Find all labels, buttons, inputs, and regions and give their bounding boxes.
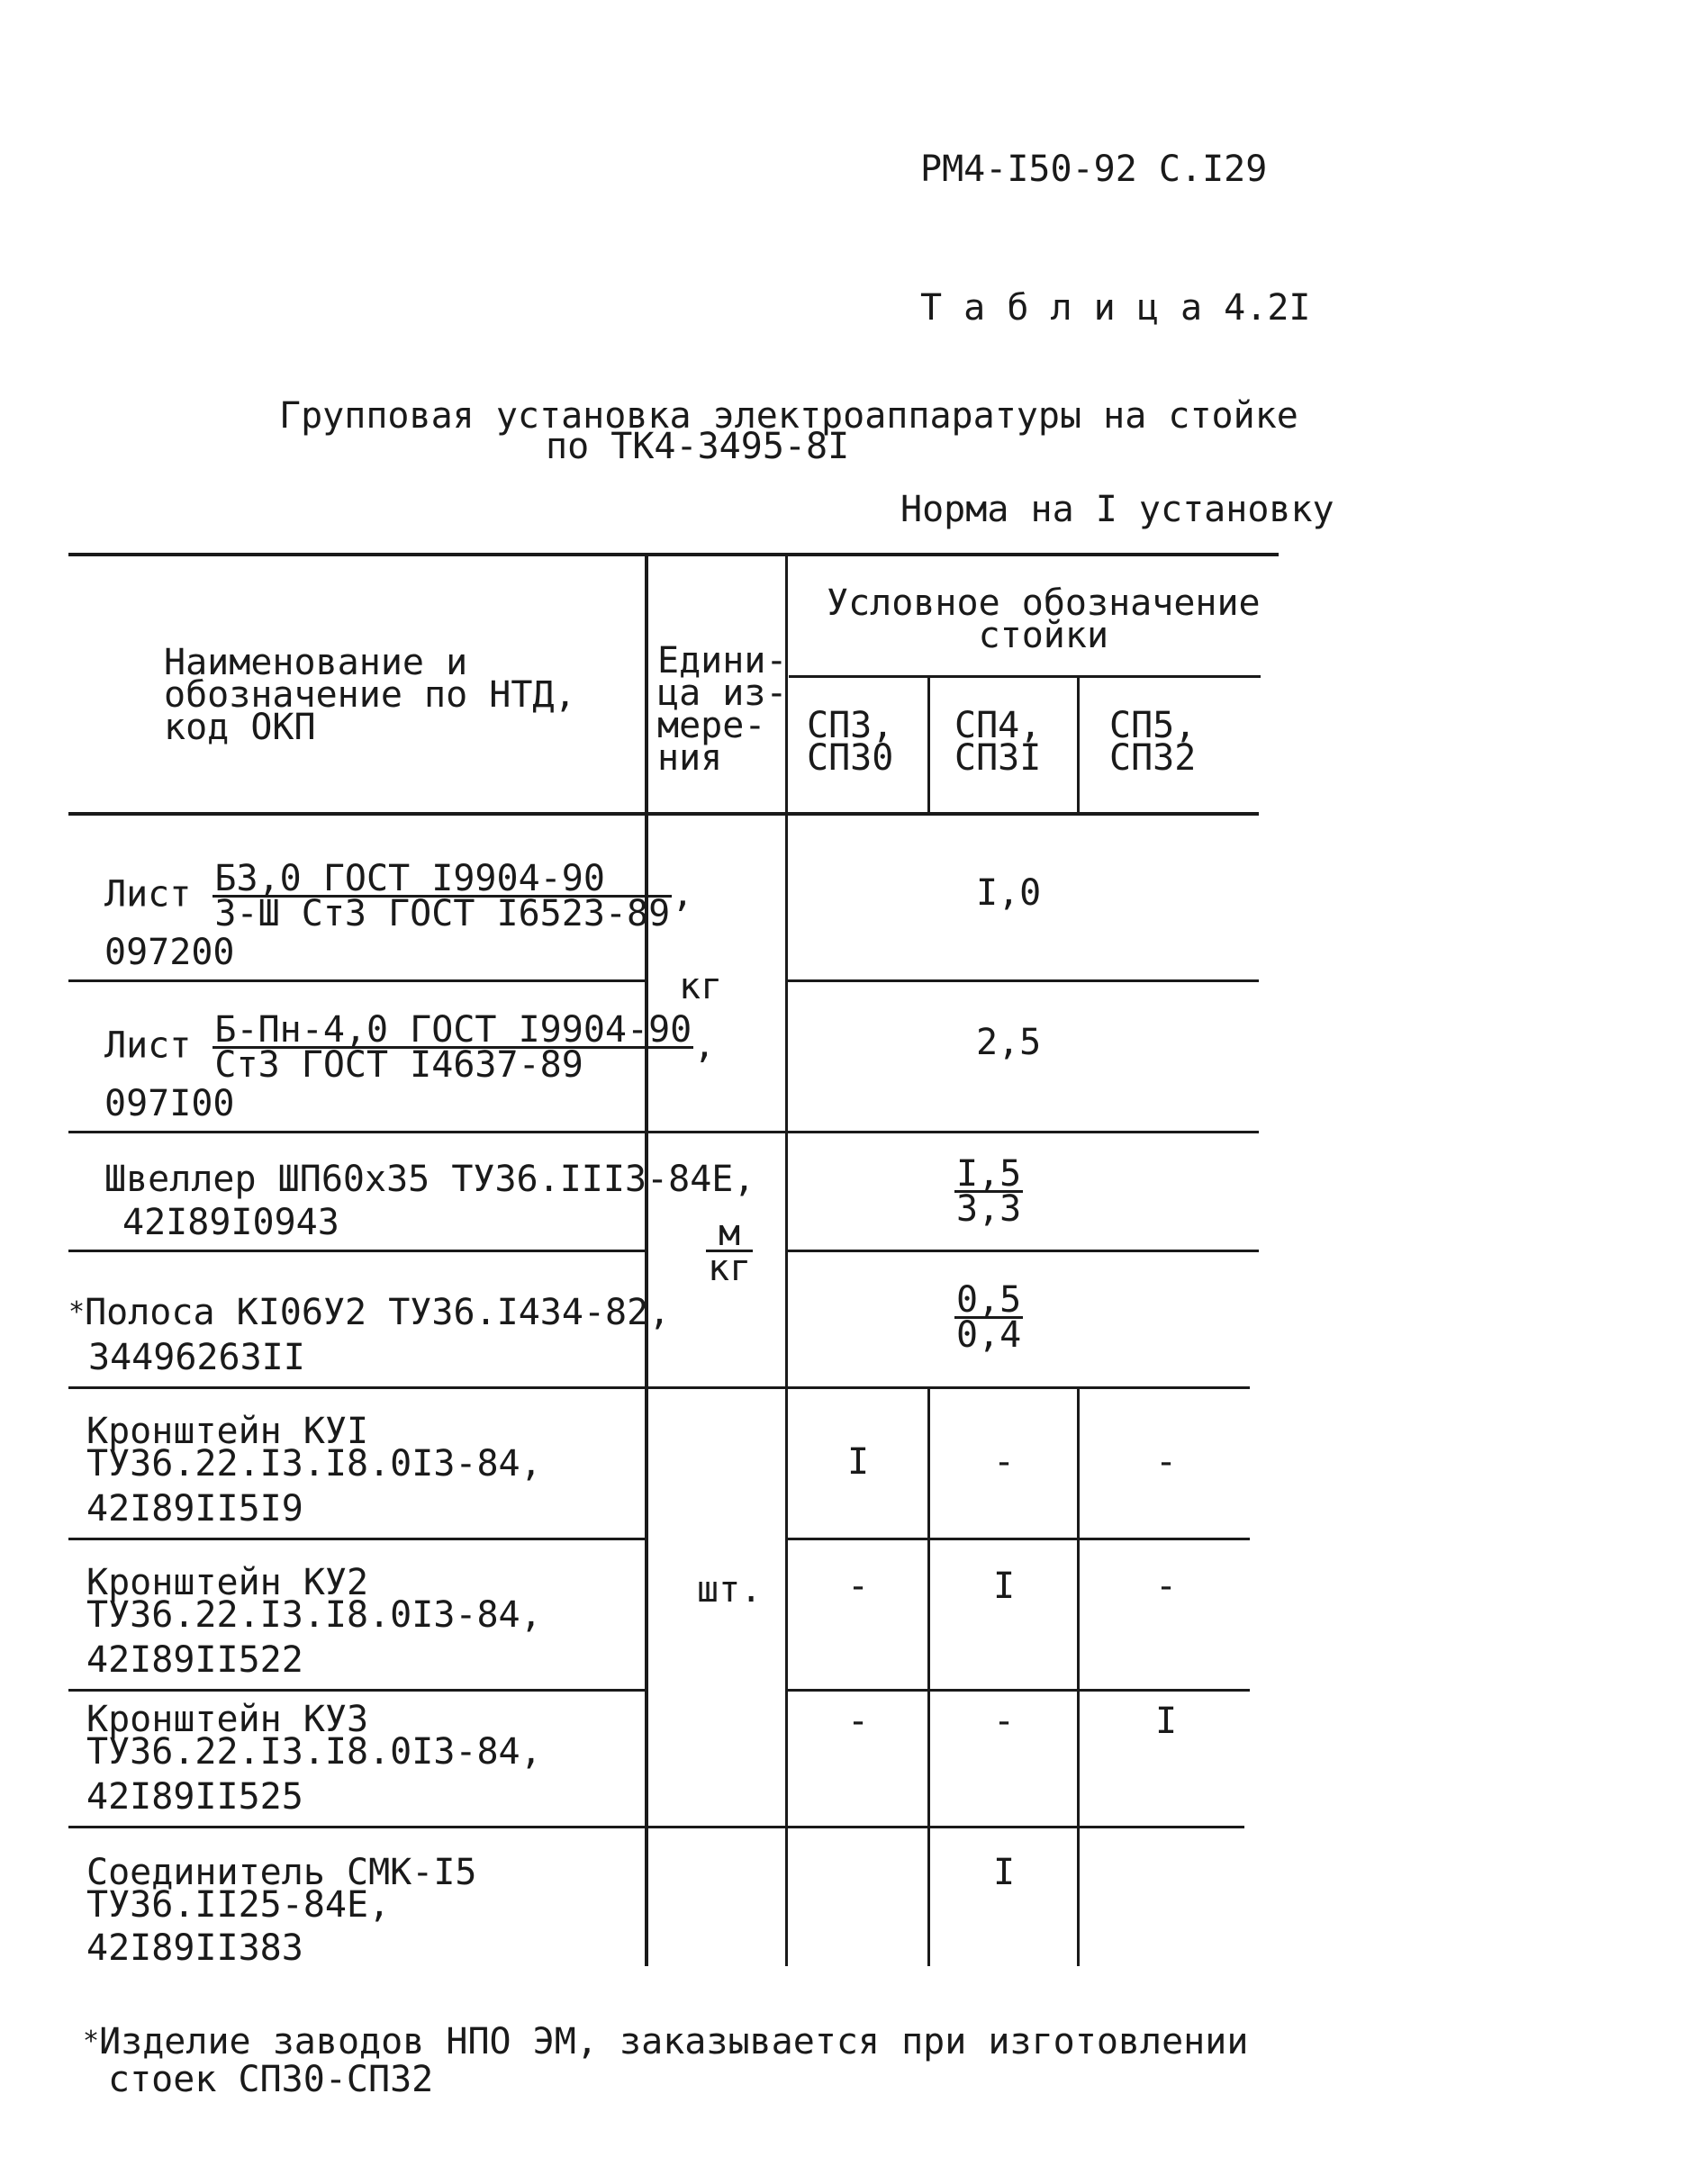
header-group-divider bbox=[789, 675, 1261, 678]
col-divider-sp-1-lower bbox=[927, 1386, 930, 1966]
footnote-line1: *Изделие заводов НПО ЭМ, заказывается при изготовлении bbox=[83, 2021, 1249, 2062]
row4-value: $\frac{0,5}{0,4}$ bbox=[956, 1279, 1022, 1356]
unit-pcs: шт. bbox=[697, 1569, 763, 1611]
row7-sp4: - bbox=[992, 1701, 1016, 1742]
row8-name: Соединитель СМК-I5 ТУ36.II25-84Е, bbox=[86, 1852, 477, 1926]
row1-code: 097200 bbox=[104, 932, 235, 973]
row-sep-2 bbox=[68, 1131, 1259, 1133]
norm-note: Норма на I установку bbox=[900, 489, 1334, 530]
unit-m-per-kg: $\frac{м}{кг}$ bbox=[708, 1213, 752, 1289]
row7-code: 42I89II525 bbox=[86, 1776, 303, 1818]
row-sep-3-left bbox=[68, 1250, 647, 1252]
row-sep-4 bbox=[68, 1386, 1250, 1389]
row7-sp3: - bbox=[846, 1701, 870, 1742]
row7-sp5: I bbox=[1154, 1701, 1178, 1742]
row1-fraction: $\frac{\text{Б3,0 ГОСТ I9904-90}}{\text{3-Ш Ст3 ГОСТ I6523-89}}$ bbox=[214, 858, 671, 934]
row3-name-line1: Швеллер ШП60х35 ТУ36.III3-84Е, bbox=[104, 1159, 755, 1200]
row-sep-6-right bbox=[787, 1689, 1250, 1692]
header-col-sp4: СП4, СП3I bbox=[954, 705, 1042, 779]
page-header: РМ4-I50-92 С.I29 bbox=[920, 149, 1268, 190]
row7-name: Кронштейн КУ3 ТУ36.22.I3.I8.0I3-84, bbox=[86, 1699, 542, 1773]
row5-code: 42I89II5I9 bbox=[86, 1488, 303, 1530]
row6-name: Кронштейн КУ2 ТУ36.22.I3.I8.0I3-84, bbox=[86, 1562, 542, 1636]
row4-name-line1: *Полоса КI06У2 ТУ36.I434-82, bbox=[68, 1292, 671, 1333]
header-bottom-border bbox=[68, 812, 1259, 816]
row2-fraction: $\frac{\text{Б-Пн-4,0 ГОСТ I9904-90}}{\text{Ст3 ГОСТ I4637-89}}$ bbox=[214, 1009, 692, 1086]
header-col-sp3: СП3, СП30 bbox=[807, 705, 894, 779]
row1-name: Лист $\frac{\text{Б3,0 ГОСТ I9904-90}}{\text{3-Ш Ст3 ГОСТ I6523-89}}$ , bbox=[104, 858, 694, 934]
row5-name: Кронштейн КУI ТУ36.22.I3.I8.0I3-84, bbox=[86, 1411, 542, 1485]
row5-sp4: - bbox=[992, 1441, 1016, 1483]
row-sep-6-left bbox=[68, 1689, 647, 1692]
row2-value: 2,5 bbox=[976, 1022, 1042, 1063]
header-name: Наименование и обозначение по НТД, код ОКП bbox=[164, 642, 576, 748]
col-divider-unit-left bbox=[645, 553, 648, 1966]
row6-sp4: I bbox=[992, 1566, 1016, 1607]
row1-value: I,0 bbox=[976, 872, 1042, 914]
row5-sp3: I bbox=[846, 1441, 870, 1483]
row2-code: 097I00 bbox=[104, 1083, 235, 1124]
table-label: Т а б л и ц а 4.2I bbox=[920, 287, 1311, 329]
row8-code: 42I89II383 bbox=[86, 1927, 303, 1969]
row6-sp3: - bbox=[846, 1566, 870, 1607]
header-stand-group: Условное обозначение стойки bbox=[827, 582, 1261, 656]
row4-name-line2: 34496263II bbox=[88, 1337, 305, 1378]
footnote-line2: стоек СП30-СП32 bbox=[108, 2059, 434, 2100]
col-divider-sp-1 bbox=[927, 677, 930, 814]
col-divider-sp-2-lower bbox=[1077, 1386, 1080, 1966]
unit-kg: кг bbox=[679, 966, 723, 1007]
row-sep-1-left bbox=[68, 979, 647, 982]
row6-code: 42I89II522 bbox=[86, 1639, 303, 1681]
row-sep-1-right bbox=[787, 979, 1259, 982]
row3-value: $\frac{I,5}{3,3}$ bbox=[956, 1153, 1022, 1230]
col-divider-sp-2 bbox=[1077, 677, 1080, 814]
row3-name-line2: 42I89I0943 bbox=[122, 1202, 339, 1243]
table-title-line2: по ТК4-3495-8I bbox=[546, 426, 850, 467]
row5-sp5: - bbox=[1154, 1441, 1178, 1483]
row2-name: Лист $\frac{\text{Б-Пн-4,0 ГОСТ I9904-90}}{\text{Ст3 ГОСТ I4637-89}}$ , bbox=[104, 1009, 716, 1086]
row-sep-5-right bbox=[787, 1538, 1250, 1540]
header-col-sp5: СП5, СП32 bbox=[1109, 705, 1197, 779]
table-title-line1: Групповая установка электроаппаратуры на стойке bbox=[279, 395, 1298, 437]
table-top-border bbox=[68, 553, 1279, 556]
row-sep-5-left bbox=[68, 1538, 647, 1540]
row-sep-7 bbox=[68, 1826, 1244, 1828]
row6-sp5: - bbox=[1154, 1566, 1178, 1607]
row8-sp4: I bbox=[992, 1852, 1016, 1893]
header-unit: Едини- ца из- мере- ния bbox=[657, 640, 788, 779]
row-sep-3-right bbox=[787, 1250, 1259, 1252]
